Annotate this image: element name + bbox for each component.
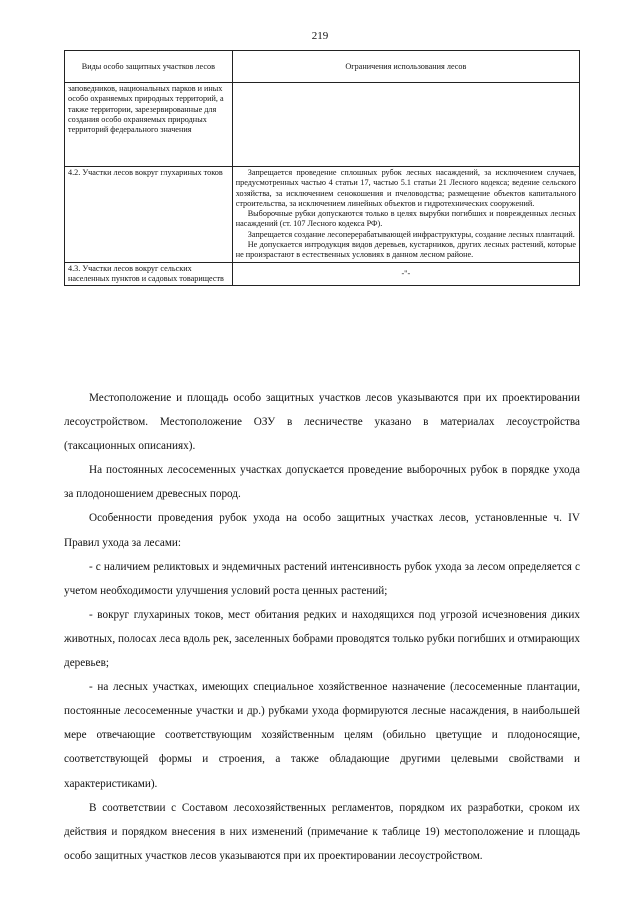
row-2-area-type: 4.2. Участки лесов вокруг глухариных токов	[65, 167, 233, 263]
restrictions-table	[64, 50, 580, 286]
table-row	[65, 167, 580, 263]
restriction-paragraph: Выборочные рубки допускаются только в целях вырубки погибших и поврежденных лесных насаждений (ст. 107 Лесного кодекса РФ).	[235, 209, 576, 229]
row-2-restrictions	[232, 167, 579, 263]
table-header-row	[65, 51, 580, 83]
table-row	[65, 262, 580, 286]
paragraph-location: Местоположение и площадь особо защитных участков лесов указываются при их проектировании лесоустройством. Местоположение ОЗУ в лесничестве указано в материалах лесоустройства (таксационных описаниях).	[64, 392, 580, 453]
body-text	[64, 386, 580, 868]
restriction-paragraph: Запрещается проведение сплошных рубок лесных насаждений, за исключением случаев, предусмотренных частью 4 статьи 17, частью 5.1 статьи 21 Лесного кодекса; ведение сельского хозяйства, за исключением сенокошения и пчеловодства; размещение объектов капитального строительства, за исключением линейных объектов и гидротехнических сооружений.	[235, 168, 576, 208]
header-protected-area-types: Виды особо защитных участков лесов	[65, 51, 233, 83]
row-1-area-type: заповедников, национальных парков и иных особо охраняемых природных территорий, а также территории, зарезервированные для создания особо охраняемых природных территорий федерального значения	[65, 83, 233, 167]
page-number: 219	[311, 30, 329, 42]
restriction-paragraph: Не допускается интродукция видов деревьев, кустарников, других лесных растений, которые не произрастают в естественных условиях в данном лесном районе.	[235, 240, 576, 260]
list-item-special-purpose: - на лесных участках, имеющих специальное хозяйственное назначение (лесосеменные плантации, постоянные лесосеменные участки и др.) рубками ухода формируются лесные насаждения, в наибольшей мере отвечающие соответствующим хозяйственным целям (обильно цветущие и плодоносящие, соответствующей формы и строения, а также обладающие другими целевыми свойствами и характеристиками).	[64, 681, 580, 790]
row-3-area-type: 4.3. Участки лесов вокруг сельских населенных пунктов и садовых товариществ	[65, 262, 233, 286]
list-item-grouse-leks: - вокруг глухариных токов, мест обитания редких и находящихся под угрозой исчезновения диких животных, полосах леса вдоль рек, заселенных бобрами проводятся только рубки погибших и отмирающих деревьев;	[64, 608, 580, 670]
list-item-relict-plants: - с наличием реликтовых и эндемичных растений интенсивность рубок ухода за лесом определяется с учетом необходимости улучшения условий роста ценных растений;	[64, 560, 580, 597]
paragraph-regulations: В соответствии с Составом лесохозяйственных регламентов, порядком их разработки, сроком их действия и порядком внесения в них изменений (примечание к таблице 19) местоположение и площадь особо защитных участков лесов указываются при их проектировании лесоустройством.	[64, 801, 580, 862]
table-row	[65, 83, 580, 167]
header-usage-restrictions: Ограничения использования лесов	[232, 51, 579, 83]
row-3-restrictions-ditto: -"-	[232, 262, 579, 286]
paragraph-seed-plots: На постоянных лесосеменных участках допускается проведение выборочных рубок в порядке ухода за плодоношением древесных пород.	[64, 464, 580, 501]
row-1-restrictions	[232, 83, 579, 167]
paragraph-care-features: Особенности проведения рубок ухода на особо защитных участках лесов, установленные ч. IV Правил ухода за лесами:	[64, 512, 580, 549]
restriction-paragraph: Запрещается создание лесоперерабатывающей инфраструктуры, создание лесных плантаций.	[247, 229, 575, 239]
